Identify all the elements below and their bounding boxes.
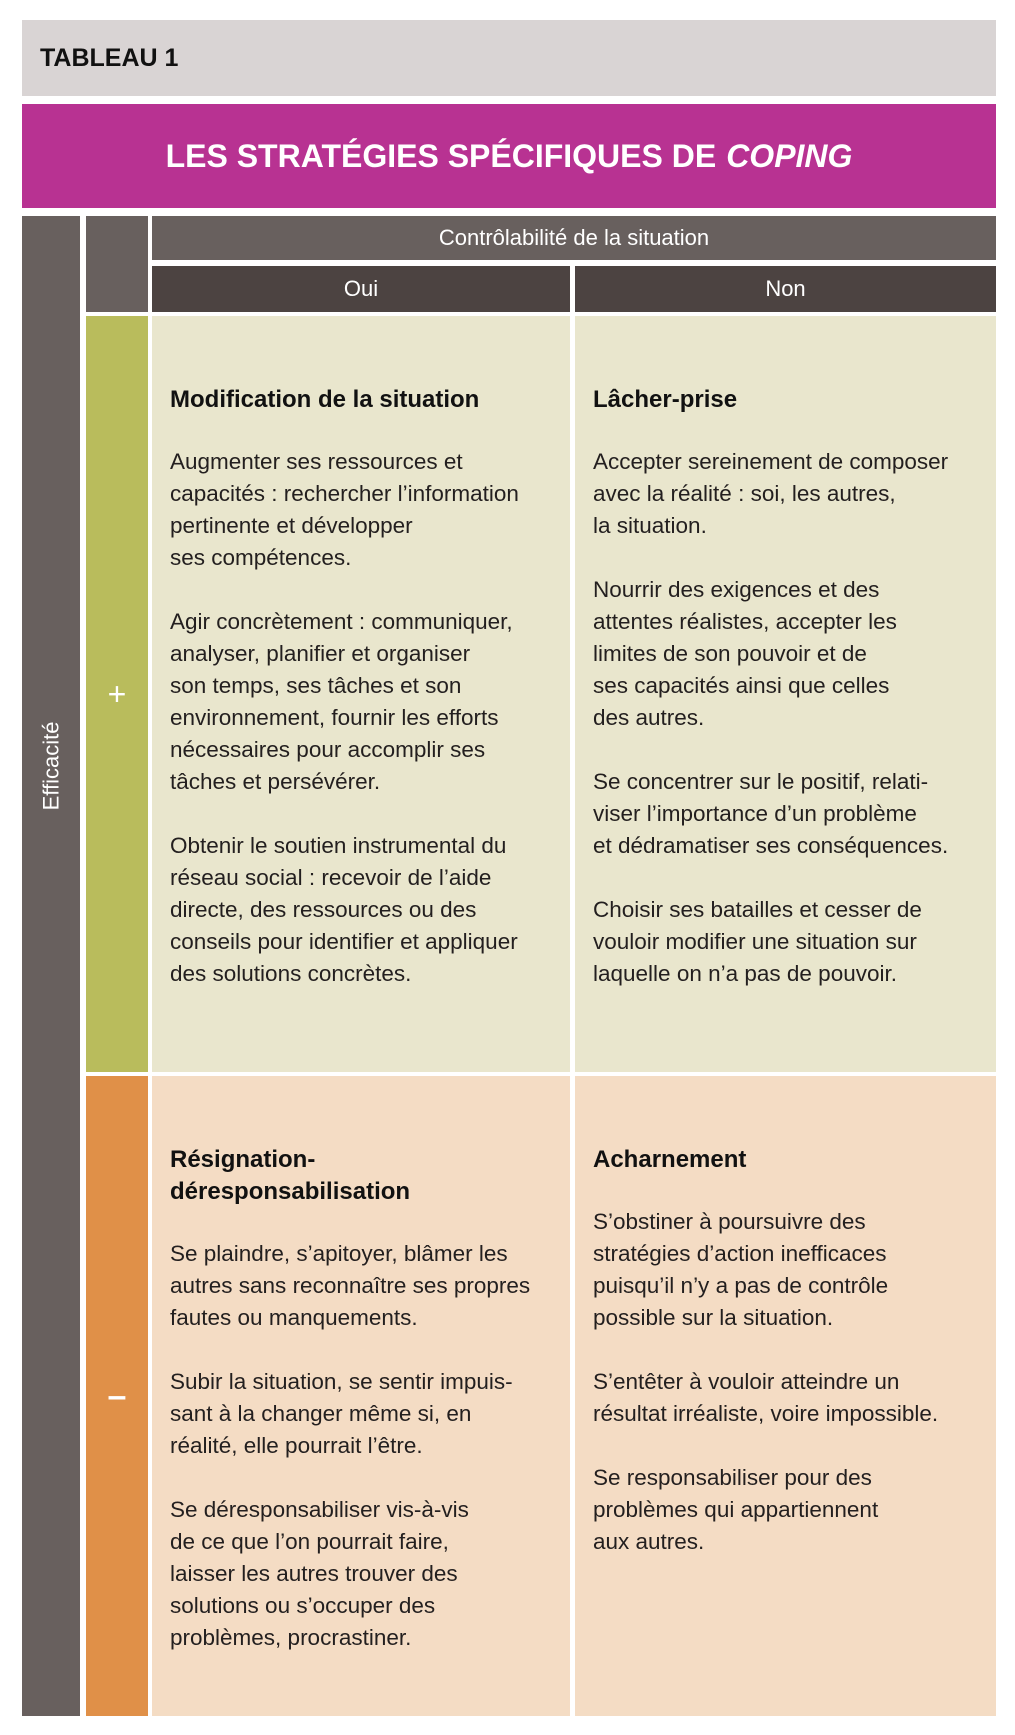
cell-paragraph: Se responsabiliser pour des problèmes qui appartiennent aux autres.	[593, 1465, 879, 1554]
cell-paragraph: Augmenter ses ressources et capacités : rechercher l’information pertinente et développer ses compétences.	[170, 449, 519, 570]
column-header-oui: Oui	[152, 266, 570, 312]
cell-title: Lâcher-prise	[593, 386, 738, 413]
cell-paragraph: Nourrir des exigences et des attentes réalistes, accepter les limites de son pouvoir et de ses capacités ainsi que celles des autres.	[593, 577, 897, 730]
cell-title: Modification de la situation	[170, 386, 480, 413]
cell-acharnement	[575, 1076, 996, 1716]
cell-paragraph: Obtenir le soutien instrumental du réseau social : recevoir de l’aide directe, des ressources ou des conseils pour identifier et appliquer des solutions concrètes.	[170, 833, 518, 986]
row-axis-label	[22, 216, 80, 1316]
title-emphasis: COPING	[726, 137, 853, 174]
cell-paragraph: Subir la situation, se sentir impuis- sant à la changer même si, en réalité, elle pourrait l’être.	[170, 1369, 513, 1458]
header-corner	[86, 216, 148, 312]
cell-paragraph: S’entêter à vouloir atteindre un résultat irréaliste, voire impossible.	[593, 1369, 939, 1426]
table-title	[22, 104, 996, 208]
title-main: LES STRATÉGIES SPÉCIFIQUES DE	[165, 137, 717, 174]
cell-paragraph: Choisir ses batailles et cesser de vouloir modifier une situation sur laquelle on n’a pas de pouvoir.	[593, 897, 922, 986]
cell-paragraph: Accepter sereinement de composer avec la réalité : soi, les autres, la situation.	[593, 449, 949, 538]
column-axis-header: Contrôlabilité de la situation	[152, 216, 996, 260]
cell-modification-situation	[152, 316, 570, 1072]
row-sign-minus: –	[86, 1076, 148, 1716]
cell-paragraph: S’obstiner à poursuivre des stratégies d’action inefficaces puisqu’il n’y a pas de contrôle possible sur la situation.	[593, 1209, 889, 1330]
table-label: TABLEAU 1	[22, 20, 996, 96]
cell-paragraph: Se déresponsabiliser vis-à-vis de ce que l’on pourrait faire, laisser les autres trouver des solutions ou s’occuper des problèmes, procrastiner.	[170, 1497, 469, 1650]
cell-title: Acharnement	[593, 1146, 747, 1173]
cell-resignation	[152, 1076, 570, 1716]
cell-paragraph: Se plaindre, s’apitoyer, blâmer les autres sans reconnaître ses propres fautes ou manquements.	[170, 1241, 531, 1330]
row-sign-plus: +	[86, 316, 148, 1072]
row-axis-text: Efficacité	[38, 721, 64, 811]
column-header-non: Non	[575, 266, 996, 312]
cell-lacher-prise	[575, 316, 996, 1072]
cell-title: Résignation- déresponsabilisation	[170, 1146, 411, 1205]
cell-paragraph: Agir concrètement : communiquer, analyser, planifier et organiser son temps, ses tâches et son environnement, fournir les efforts nécessaires pour accomplir ses tâches et persévérer.	[170, 609, 513, 794]
cell-paragraph: Se concentrer sur le positif, relati- viser l’importance d’un problème et dédramatiser ses conséquences.	[593, 769, 949, 858]
